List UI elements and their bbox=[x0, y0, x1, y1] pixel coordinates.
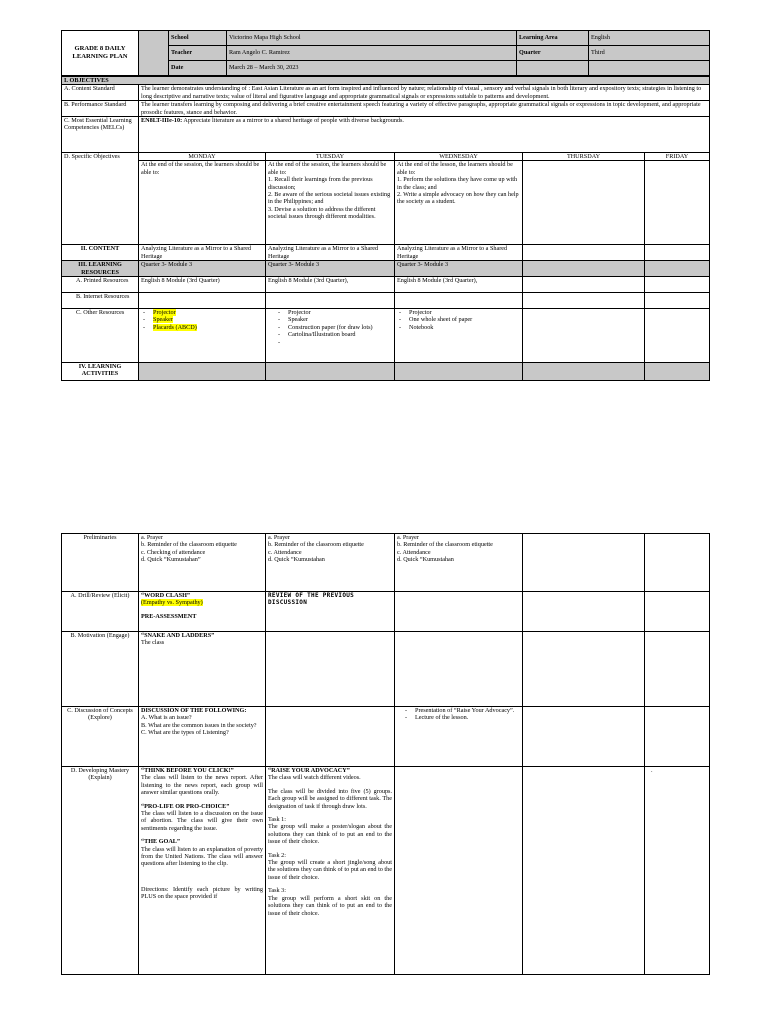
printed-wednesday: English 8 Module (3rd Quarter), bbox=[395, 277, 523, 293]
content-wednesday: Analyzing Literature as a Mirror to a Shared Heritage bbox=[395, 245, 523, 261]
date-label: Date bbox=[169, 61, 227, 76]
lesson-plan-page-2 bbox=[61, 533, 709, 975]
motivation-label: B. Motivation (Engage) bbox=[62, 632, 139, 707]
module-wednesday: Quarter 3- Module 3 bbox=[395, 261, 523, 277]
discussion-wednesday: - Presentation of “Raise Your Advocacy”. - Lecture of the lesson. bbox=[395, 707, 523, 767]
motivation-monday: “SNAKE AND LADDERS” The class bbox=[139, 632, 266, 707]
header-spacer bbox=[139, 31, 169, 76]
prelim-tuesday: a. Prayer b. Reminder of the classroom etiquette c. Attendance d. Quick “Kumustahan bbox=[266, 534, 395, 592]
preliminaries-label: Preliminaries bbox=[62, 534, 139, 592]
activities-label: IV. LEARNING ACTIVITIES bbox=[62, 363, 139, 381]
grade-label: GRADE 8 DAILY LEARNING PLAN bbox=[62, 31, 139, 76]
objectives-title: I. OBJECTIVES bbox=[62, 77, 710, 85]
school-label: School bbox=[169, 31, 227, 46]
printed-monday: English 8 Module (3rd Quarter) bbox=[139, 277, 266, 293]
objective-monday: At the end of the session, the learners should be able to: bbox=[139, 161, 266, 245]
quarter-label: Quarter bbox=[517, 46, 589, 61]
drill-monday: “WORD CLASH” (Empathy vs. Sympathy) PRE-ASSESSMENT bbox=[139, 592, 266, 632]
content-standard-label: A. Content Standard bbox=[62, 85, 139, 101]
content-monday: Analyzing Literature as a Mirror to a Shared Heritage bbox=[139, 245, 266, 261]
other-monday: - Projector - Speaker - Placards (ABCD) bbox=[139, 309, 266, 363]
school-value: Victorino Mapa High School bbox=[227, 31, 517, 46]
module-monday: Quarter 3- Module 3 bbox=[139, 261, 266, 277]
objective-wednesday: At the end of the lesson, the learners should be able to: 1. Perform the solutions they have come up with in the class; and 2. Write a simple advocacy on how they can help the society as a student. bbox=[395, 161, 523, 245]
specific-objectives-label: D. Specific Objectives bbox=[62, 153, 139, 245]
melc-code: EN8LT-IIIe-10: bbox=[141, 117, 183, 125]
prelim-monday: a. Prayer b. Reminder of the classroom etiquette c. Checking of attendance d. Quick “Kumustahan” bbox=[139, 534, 266, 592]
day-friday: FRIDAY bbox=[645, 153, 710, 161]
performance-standard-label: B. Performance Standard bbox=[62, 101, 139, 117]
drill-label: A. Drill/Review (Elicit) bbox=[62, 592, 139, 632]
teacher-value: Ram Angelo C. Ramirez bbox=[227, 46, 517, 61]
internet-label: B. Internet Resources bbox=[62, 293, 139, 309]
day-monday: MONDAY bbox=[139, 153, 266, 161]
module-tuesday: Quarter 3- Module 3 bbox=[266, 261, 395, 277]
developing-mastery-label: D. Developing Mastery (Explain) bbox=[62, 767, 139, 975]
area-label: Learning Area bbox=[517, 31, 589, 46]
activities-table bbox=[61, 533, 710, 975]
area-value: English bbox=[589, 31, 710, 46]
printed-label: A. Printed Resources bbox=[62, 277, 139, 293]
resources-label: III. LEARNING RESOURCES bbox=[62, 261, 139, 277]
developing-tuesday: “RAISE YOUR ADVOCACY” The class will watch different videos. The class will be divided into five (5) groups. Each group will be assigned to different task. The designation of task if through draw lots. Task 1: The group will make a poster/slogan about the solutions they can think of to put an end to the issue of their choice. Task 2: The group will create a short jingle/song about the solutions they can think of to put an end to the issue of their choice. Task 3: The group will perform a short skit on the solutions they can think of to put an end to the issue of their choice. bbox=[266, 767, 395, 975]
performance-standard: The learner transfers learning by composing and delivering a brief creative entertainment speech featuring a variety of effective paragraphs, appropriate grammatical signals or expressions in topic development, and appropriate prosodic features, stance and behavior. bbox=[139, 101, 710, 117]
discussion-monday: DISCUSSION OF THE FOLLOWING: A. What is an issue? B. What are the common issues in the society? C. What are the types of Listening? bbox=[139, 707, 266, 767]
header-table bbox=[61, 30, 710, 76]
other-tuesday: - Projector - Speaker - Construction paper (for draw lots) - Cartolina/Illustration board bbox=[266, 309, 395, 363]
melc-label: C. Most Essential Learning Competencies (MELCs) bbox=[62, 117, 139, 153]
objective-tuesday: At the end of the session, the learners should be able to: 1. Recall their learnings from the previous discussion; 2. Be aware of the serious societal issues existing in the Philippines; and 3. Devise a solution to address the different societal issues through different modalities. bbox=[266, 161, 395, 245]
objectives-table bbox=[61, 76, 710, 381]
day-tuesday: TUESDAY bbox=[266, 153, 395, 161]
melc-cell bbox=[139, 117, 710, 153]
content-standard: The learner demonstrates understanding of : East Asian Literature as an art form inspired and influenced by nature; relationship of visual , sensory and verbal signals in both literary and expository texts; strategies in listening to long descriptive and narrative texts; value of literal and figurative language and appropriate grammatical signals or expressions suitable to patterns and development. bbox=[139, 85, 710, 101]
teacher-label: Teacher bbox=[169, 46, 227, 61]
content-label: II. CONTENT bbox=[62, 245, 139, 261]
other-label: C. Other Resources bbox=[62, 309, 139, 363]
melc-text: Appreciate literature as a mirror to a shared heritage of people with diverse backgrounds. bbox=[182, 117, 404, 125]
day-wednesday: WEDNESDAY bbox=[395, 153, 523, 161]
developing-monday: “THINK BEFORE YOU CLICK!” The class will listen to the news report. After listening to the news report, each group will answer similar questions orally. “PRO-LIFE OR PRO-CHOICE” The class will listen to a discussion on the issue of abortion. The class will give their own sentiments regarding the issue. “THE GOAL” The class will listen to an explanation of poverty from the United Nations. The class will answer questions after listening to the clip. Directions: Identify each picture by writing PLUS on the space provided if bbox=[139, 767, 266, 975]
content-tuesday: Analyzing Literature as a Mirror to a Shared Heritage bbox=[266, 245, 395, 261]
discussion-label: C. Discussion of Concepts (Explore) bbox=[62, 707, 139, 767]
prelim-wednesday: a. Prayer b. Reminder of the classroom etiquette c. Attendance d. Quick “Kumustahan bbox=[395, 534, 523, 592]
day-thursday: THURSDAY bbox=[523, 153, 645, 161]
quarter-value: Third bbox=[589, 46, 710, 61]
printed-tuesday: English 8 Module (3rd Quarter), bbox=[266, 277, 395, 293]
developing-friday: . bbox=[645, 767, 710, 975]
other-wednesday: - Projector - One whole sheet of paper - Notebook bbox=[395, 309, 523, 363]
lesson-plan-page-1 bbox=[61, 30, 709, 381]
drill-tuesday: REVIEW OF THE PREVIOUS DISCUSSION bbox=[266, 592, 395, 632]
date-value: March 28 – March 30, 2023 bbox=[227, 61, 517, 76]
